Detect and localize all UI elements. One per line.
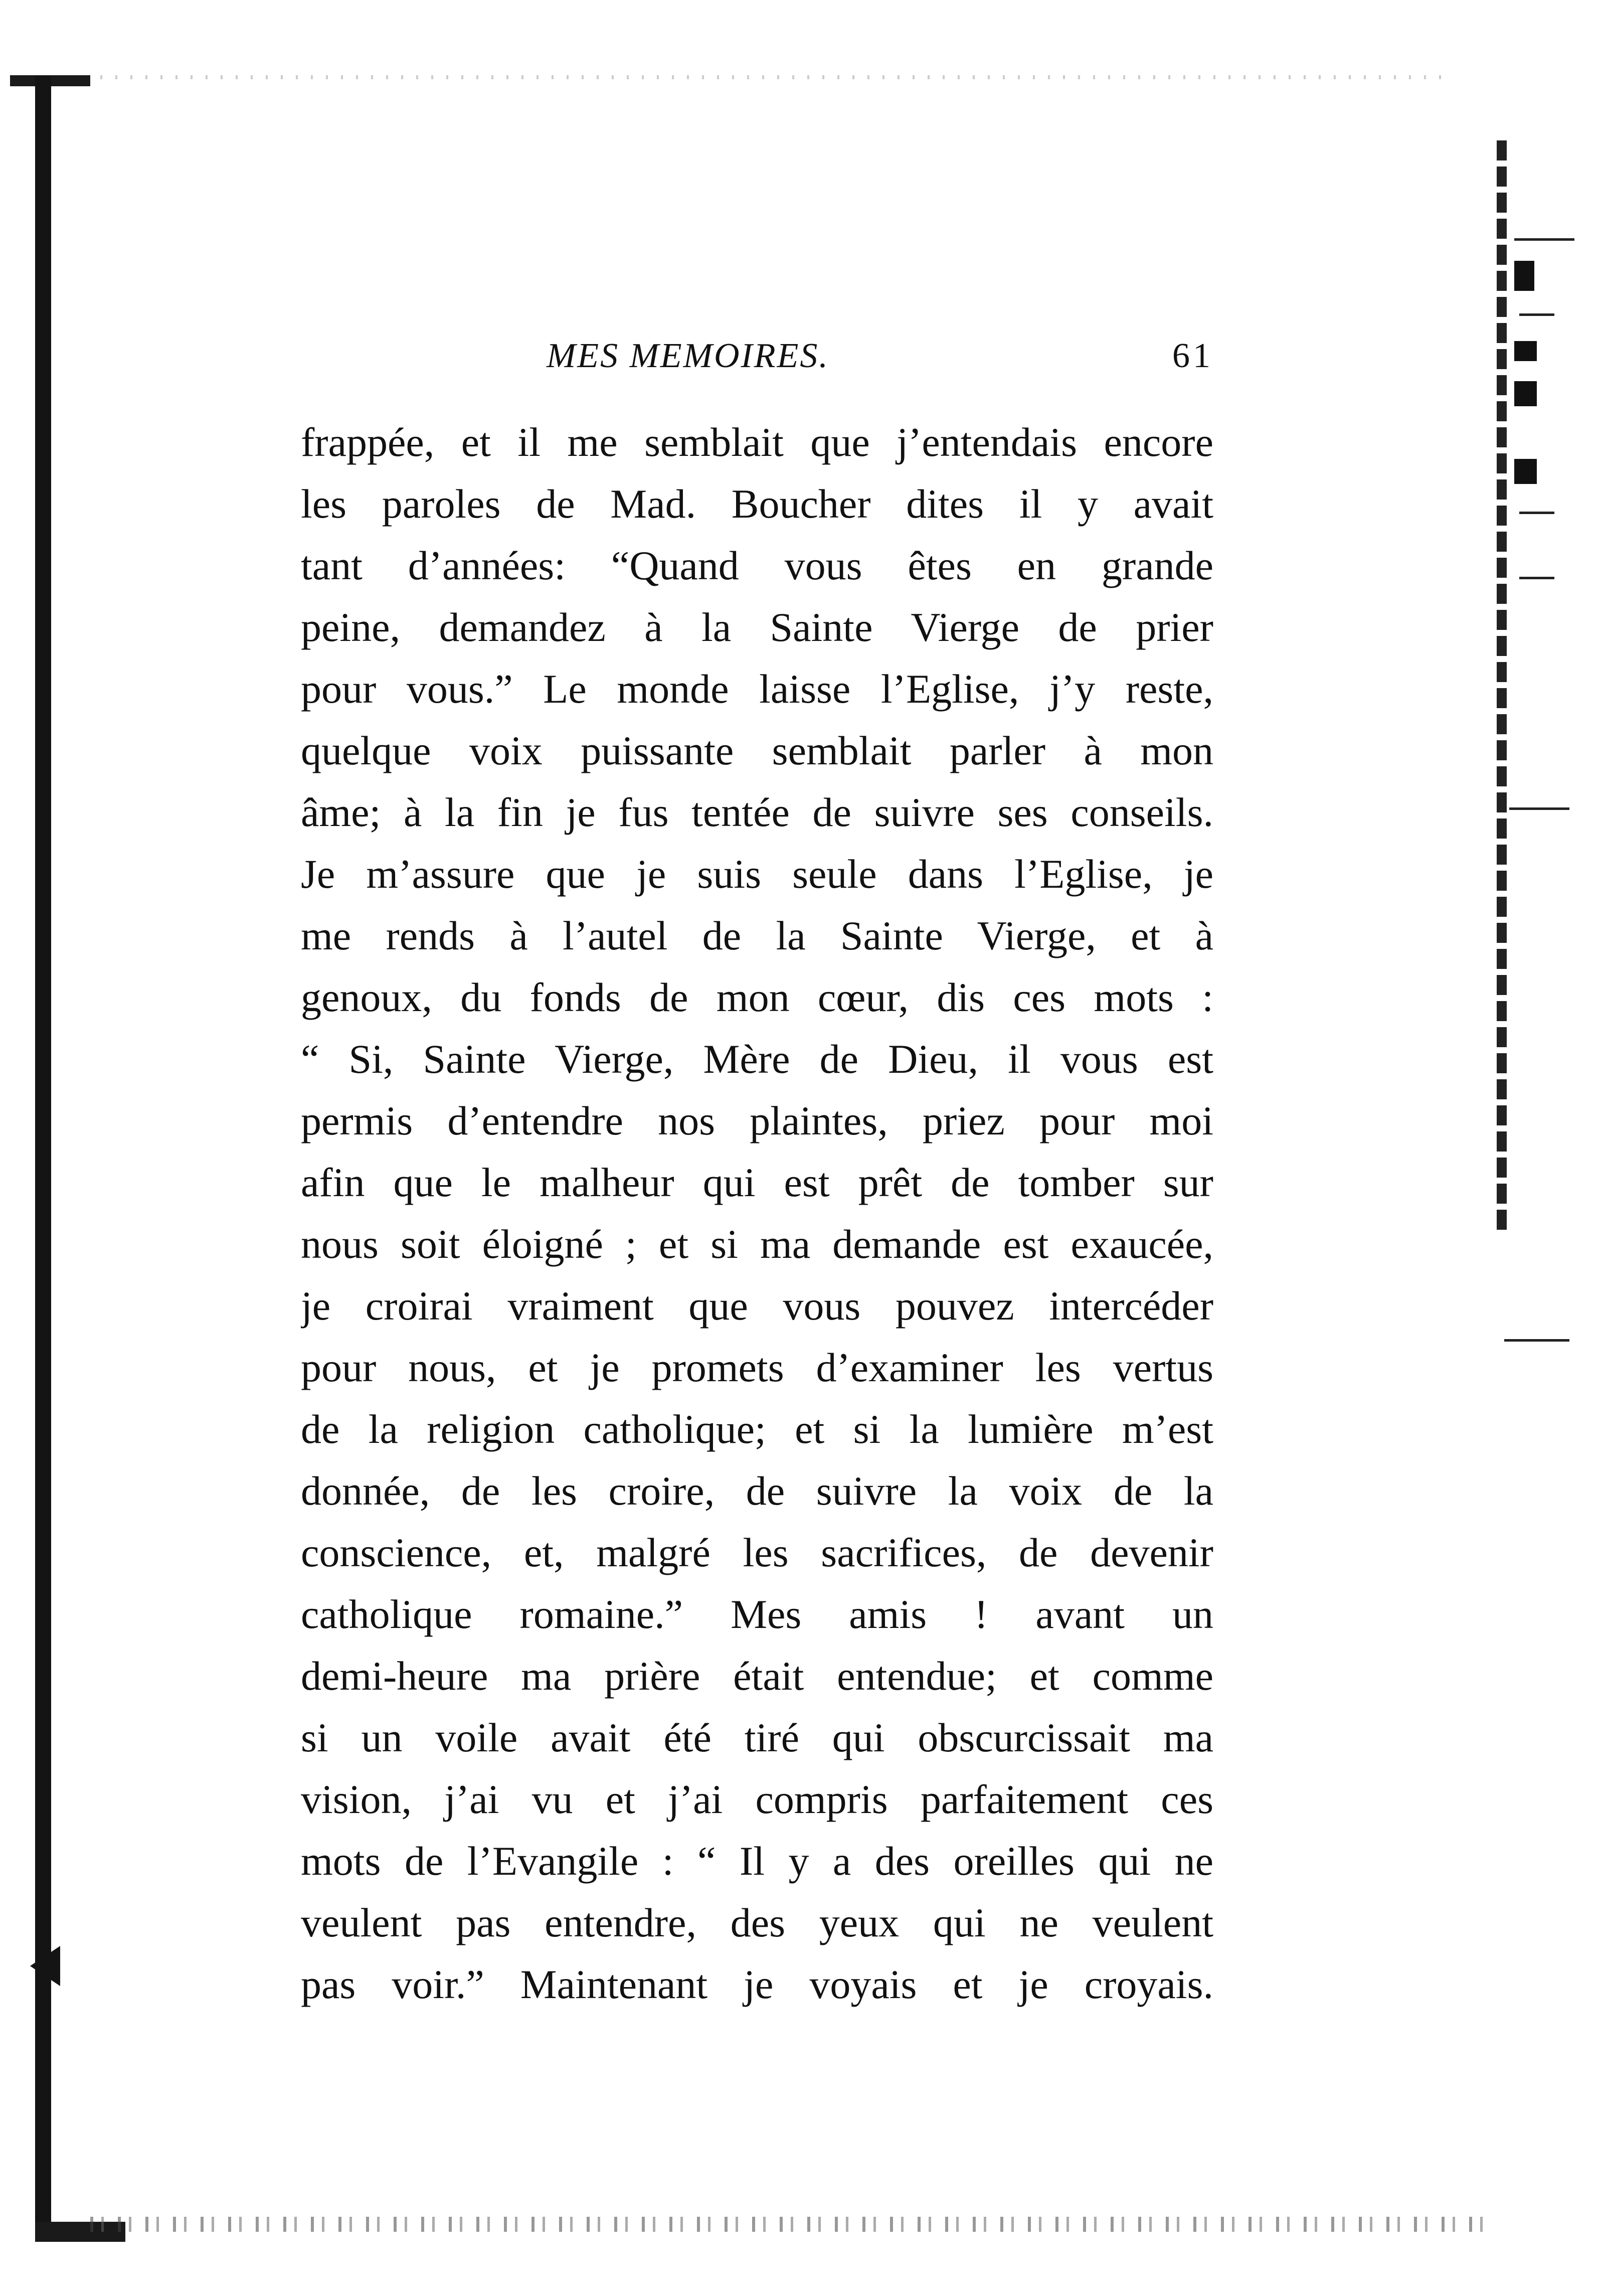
scan-edge-right: [1497, 140, 1507, 1234]
scan-mark: [1504, 1339, 1569, 1342]
text-line: les paroles de Mad. Boucher dites il y avait: [301, 481, 1213, 527]
scan-edge-mark: [30, 1946, 60, 1986]
scan-noise-top: [100, 75, 1454, 79]
text-line: “ Si, Sainte Vierge, Mère de Dieu, il vous est: [301, 1036, 1213, 1082]
scan-mark: [1514, 341, 1537, 361]
scan-mark: [1519, 577, 1554, 579]
text-line: si un voile avait été tiré qui obscurcissait ma: [301, 1715, 1213, 1760]
text-line: nous soit éloigné ; et si ma demande est exaucée,: [301, 1221, 1213, 1267]
text-line: vision, j’ai vu et j’ai compris parfaitement ces: [301, 1776, 1213, 1822]
text-line: conscience, et, malgré les sacrifices, de devenir: [301, 1530, 1213, 1575]
text-line: afin que le malheur qui est prêt de tomber sur: [301, 1160, 1213, 1205]
text-line: quelque voix puissante semblait parler à mon: [301, 728, 1213, 773]
scan-mark: [1514, 238, 1574, 241]
page-header: [547, 336, 1213, 386]
page-number: 61: [1172, 337, 1213, 375]
text-line: frappée, et il me semblait que j’entendais encore: [301, 419, 1213, 465]
scan-mark: [1519, 512, 1554, 514]
scan-mark: [1514, 459, 1537, 484]
text-line: je croirai vraiment que vous pouvez intercéder: [301, 1283, 1213, 1329]
text-line: me rends à l’autel de la Sainte Vierge, et à: [301, 913, 1213, 958]
text-line: permis d’entendre nos plaintes, priez pour moi: [301, 1098, 1213, 1143]
text-line: mots de l’Evangile : “ Il y a des oreilles qui ne: [301, 1838, 1213, 1884]
text-line: demi-heure ma prière était entendue; et comme: [301, 1653, 1213, 1699]
scan-mark: [1514, 381, 1537, 406]
text-line: peine, demandez à la Sainte Vierge de prier: [301, 604, 1213, 650]
scan-mark: [1519, 313, 1554, 316]
scan-mark: [1514, 261, 1534, 291]
text-line: genoux, du fonds de mon cœur, dis ces mots :: [301, 974, 1213, 1020]
running-title: MES MEMOIRES.: [547, 337, 829, 375]
text-line: âme; à la fin je fus tentée de suivre ses conseils.: [301, 789, 1213, 835]
text-line: pour vous.” Le monde laisse l’Eglise, j’y reste,: [301, 666, 1213, 712]
scan-binding-edge: [35, 75, 51, 2242]
scan-noise-bottom: [90, 2217, 1484, 2232]
scan-mark: [1509, 807, 1569, 810]
text-line: veulent pas entendre, des yeux qui ne veulent: [301, 1900, 1213, 1945]
text-line: donnée, de les croire, de suivre la voix de la: [301, 1468, 1213, 1514]
text-line: pas voir.” Maintenant je voyais et je croyais.: [301, 1961, 1213, 2007]
text-line: pour nous, et je promets d’examiner les vertus: [301, 1345, 1213, 1390]
body-text: [301, 411, 1213, 2015]
text-line: de la religion catholique; et si la lumière m’est: [301, 1406, 1213, 1452]
text-line: Je m’assure que je suis seule dans l’Eglise, je: [301, 851, 1213, 897]
text-line: tant d’années: “Quand vous êtes en grande: [301, 543, 1213, 588]
text-line: catholique romaine.” Mes amis ! avant un: [301, 1591, 1213, 1637]
